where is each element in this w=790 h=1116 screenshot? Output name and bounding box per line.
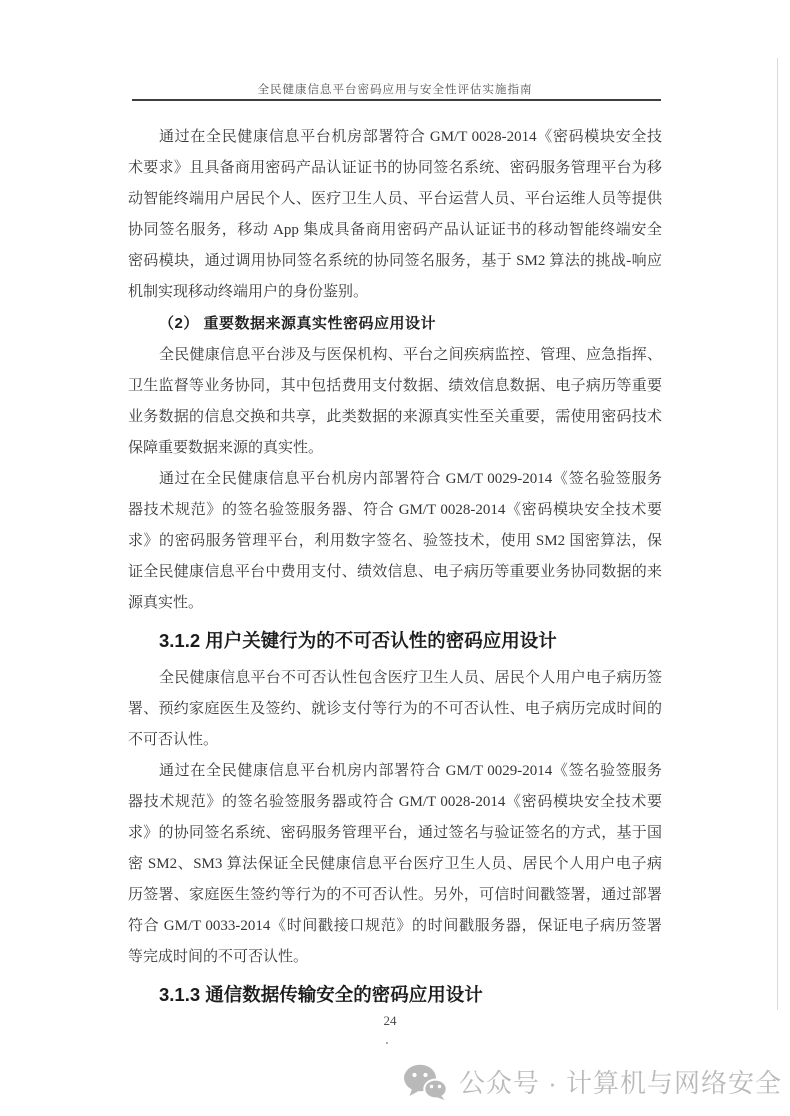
paragraph <box>128 464 662 619</box>
scan-dot-artifact <box>386 1042 388 1044</box>
text-line: 业务数据的信息交换和共享，此类数据的来源真实性至关重要，需使用密码技术 <box>128 409 662 425</box>
paragraph <box>128 756 662 973</box>
running-header: 全民健康信息平台密码应用与安全性评估实施指南 <box>257 84 533 96</box>
text-line: 机制实现移动终端用户的身份鉴别。 <box>128 284 369 300</box>
text-line: 通过在全民健康信息平台机房部署符合 GM/T 0028-2014《密码模块安全技 <box>159 129 662 145</box>
header-rule <box>132 99 661 101</box>
text-line: 动智能终端用户居民个人、医疗卫生人员、平台运营人员、平台运维人员等提供 <box>128 191 662 207</box>
text-line: 求》的协同签名系统、密码服务管理平台，通过签名与验证签名的方式，基于国 <box>128 825 662 841</box>
text-line: 全民健康信息平台涉及与医保机构、平台之间疾病监控、管理、应急指挥、 <box>159 347 662 363</box>
paragraph <box>128 340 662 464</box>
section-heading: 3.1.3 通信数据传输安全的密码应用设计 <box>159 984 483 1005</box>
text-line: 源真实性。 <box>128 595 204 611</box>
text-line: 符合 GM/T 0033-2014《时间戳接口规范》的时间戳服务器，保证电子病历签署 <box>128 918 662 934</box>
text-line: 求》的密码服务管理平台，利用数字签名、验签技术，使用 SM2 国密算法，保 <box>128 533 662 549</box>
text-line: 不可否认性。 <box>128 732 219 748</box>
wechat-icon <box>403 1064 447 1100</box>
page-number: 24 <box>383 1013 397 1028</box>
text-line: 密 SM2、SM3 算法保证全民健康信息平台医疗卫生人员、居民个人用户电子病 <box>128 856 662 872</box>
text-line: 卫生监督等业务协同，其中包括费用支付数据、绩效信息数据、电子病历等重要 <box>128 378 662 394</box>
subsection-heading: （2） 重要数据来源真实性密码应用设计 <box>159 315 437 332</box>
document-body <box>128 122 662 1017</box>
paragraph <box>128 663 662 756</box>
text-line: 全民健康信息平台不可否认性包含医疗卫生人员、居民个人用户电子病历签 <box>159 670 662 686</box>
text-line: 保障重要数据来源的真实性。 <box>128 440 324 456</box>
text-line: 证全民健康信息平台中费用支付、绩效信息、电子病历等重要业务协同数据的来 <box>128 564 662 580</box>
scan-edge-line <box>777 58 778 1010</box>
text-line: 署、预约家庭医生及签约、就诊支付等行为的不可否认性、电子病历完成时间的 <box>128 701 662 717</box>
text-line: 协同签名服务，移动 App 集成具备商用密码产品认证证书的移动智能终端安全 <box>128 222 662 238</box>
text-line: 密码模块，通过调用协同签名系统的协同签名服务，基于 SM2 算法的挑战-响应 <box>128 253 662 269</box>
text-line: 历签署、家庭医生签约等行为的不可否认性。另外，可信时间戳签署，通过部署 <box>128 887 662 903</box>
watermark <box>403 1063 782 1100</box>
paragraph <box>128 122 662 308</box>
watermark-text: 公众号 · 计算机与网络安全 <box>458 1068 782 1098</box>
text-line: 等完成时间的不可否认性。 <box>128 949 309 965</box>
text-line: 器技术规范》的签名验签服务器或符合 GM/T 0028-2014《密码模块安全技术要 <box>128 794 662 810</box>
section-heading: 3.1.2 用户关键行为的不可否认性的密码应用设计 <box>159 630 557 651</box>
text-line: 通过在全民健康信息平台机房内部署符合 GM/T 0029-2014《签名验签服务 <box>159 763 662 779</box>
text-line: 术要求》且具备商用密码产品认证证书的协同签名系统、密码服务管理平台为移 <box>128 160 662 176</box>
text-line: 器技术规范》的签名验签服务器、符合 GM/T 0028-2014《密码模块安全技术要 <box>128 502 662 518</box>
text-line: 通过在全民健康信息平台机房内部署符合 GM/T 0029-2014《签名验签服务 <box>159 471 662 487</box>
